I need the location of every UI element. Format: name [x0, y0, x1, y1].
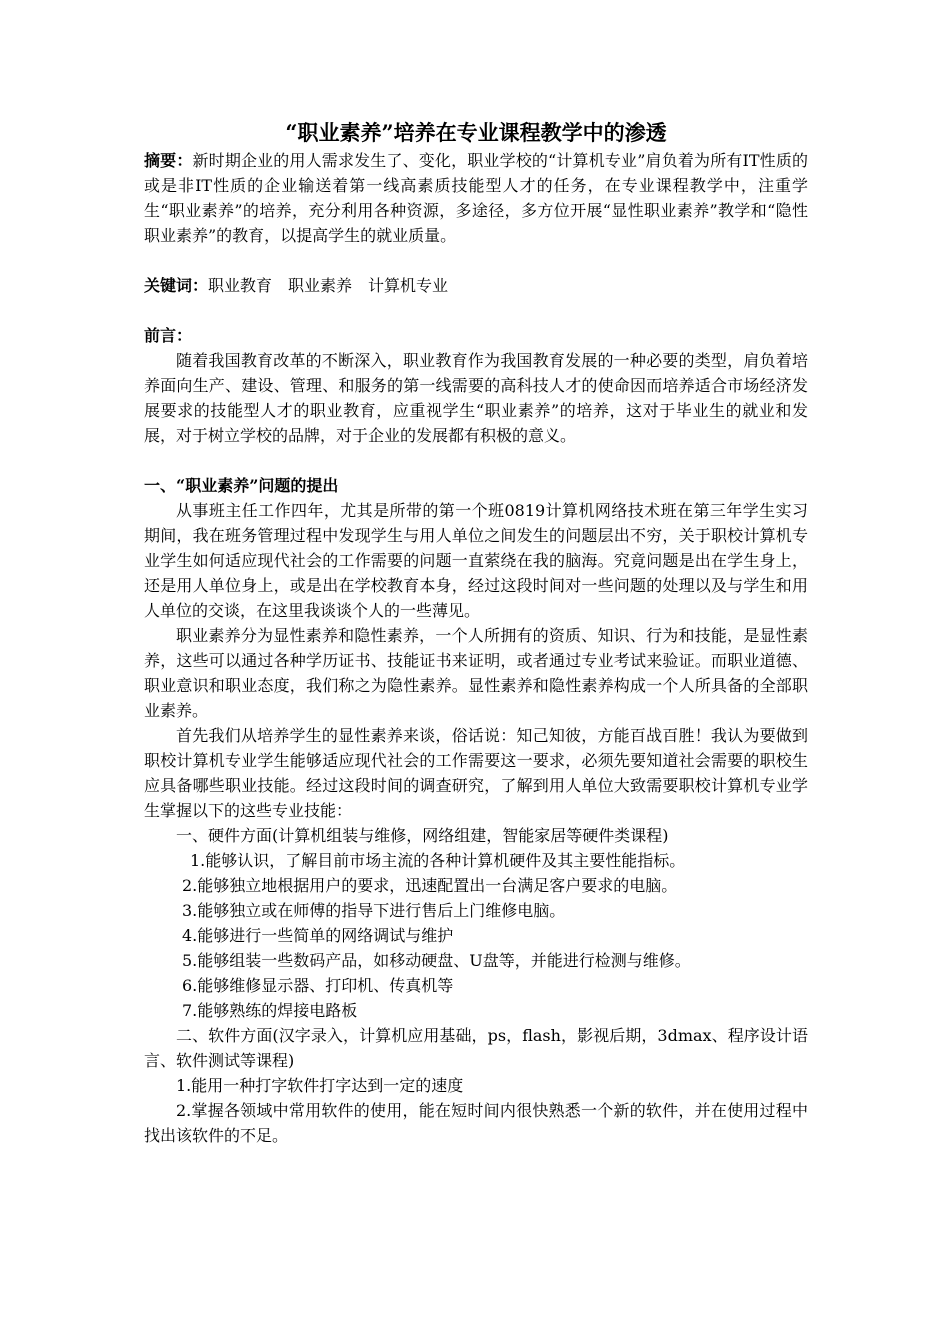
- software-heading: 二、软件方面(汉字录入，计算机应用基础，ps，flash，影视后期，3dmax、程序设计语言、软件测试等课程): [144, 1026, 808, 1070]
- document-page: [144, 118, 808, 1148]
- preface-text: 随着我国教育改革的不断深入，职业教育作为我国教育发展的一种必要的类型，肩负着培养面向生产、建设、管理、和服务的第一线需要的高科技人才的使命因而培养适合市场经济发展要求的技能型人才的职业教育，应重视学生“职业素养”的培养，这对于毕业生的就业和发展，对于树立学校的品牌，对于企业的发展都有积极的意义。: [144, 351, 808, 445]
- keywords-paragraph: [144, 273, 808, 298]
- preface-label: 前言：: [144, 326, 193, 345]
- body-paragraph: 首先我们从培养学生的显性素养来谈，俗话说：知己知彼，方能百战百胜！我认为要做到职校计算机专业学生能够适应现代社会的工作需要这一要求，必须先要知道社会需要的职校生应具备哪些职业技能。经过这段时间的调查研究，了解到用人单位大致需要职校计算机专业学生掌握以下的这些专业技能：: [144, 726, 808, 820]
- hardware-item: 4.能够进行一些简单的网络调试与维护: [182, 926, 454, 945]
- section-heading: 一、“职业素养”问题的提出: [144, 476, 339, 495]
- abstract-text: 新时期企业的用人需求发生了、变化，职业学校的“计算机专业”肩负着为所有IT性质的或是非IT性质的企业输送着第一线高素质技能型人才的任务，在专业课程教学中，注重学生“职业素养”的培养，充分利用各种资源，多途径，多方位开展“显性职业素养”教学和“隐性职业素养”的教育，以提高学生的就业质量。: [144, 151, 808, 245]
- hardware-heading: 一、硬件方面(计算机组装与维修，网络组建，智能家居等硬件类课程): [176, 826, 669, 845]
- hardware-item: 6.能够维修显示器、打印机、传真机等: [182, 976, 454, 995]
- hardware-item: 7.能够熟练的焊接电路板: [182, 1001, 358, 1020]
- hardware-item: 1.能够认识，了解目前市场主流的各种计算机硬件及其主要性能指标。: [190, 851, 686, 870]
- hardware-item: 5.能够组装一些数码产品，如移动硬盘、U盘等，并能进行检测与维修。: [182, 951, 691, 970]
- hardware-item: 3.能够独立或在师傅的指导下进行售后上门维修电脑。: [182, 901, 566, 920]
- spacer: [144, 248, 808, 273]
- spacer: [144, 298, 808, 323]
- keywords-text: 职业教育 职业素养 计算机专业: [208, 276, 449, 295]
- body-paragraph: 从事班主任工作四年，尤其是所带的第一个班0819计算机网络技术班在第三年学生实习期间，我在班务管理过程中发现学生与用人单位之间发生的问题层出不穷，关于职校计算机专业学生如何适应现代社会的工作需要的问题一直萦绕在我的脑海。究竟问题是出在学生身上，还是用人单位身上，或是出在学校教育本身，经过这段时间对一些问题的处理以及与学生和用人单位的交谈，在这里我谈谈个人的一些薄见。: [144, 501, 808, 620]
- spacer: [144, 448, 808, 473]
- body-paragraph: 职业素养分为显性素养和隐性素养，一个人所拥有的资质、知识、行为和技能，是显性素养，这些可以通过各种学历证书、技能证书来证明，或者通过专业考试来验证。而职业道德、职业意识和职业态度，我们称之为隐性素养。显性素养和隐性素养构成一个人所具备的全部职业素养。: [144, 626, 808, 720]
- keywords-label: 关键词：: [144, 276, 209, 295]
- document-title: “职业素养”培养在专业课程教学中的渗透: [285, 120, 667, 145]
- abstract-label: 摘要：: [144, 151, 193, 170]
- abstract-paragraph: [144, 148, 808, 248]
- hardware-item: 2.能够独立地根据用户的要求，迅速配置出一台满足客户要求的电脑。: [182, 876, 678, 895]
- software-item: 2.掌握各领域中常用软件的使用，能在短时间内很快熟悉一个新的软件，并在使用过程中找出该软件的不足。: [144, 1101, 808, 1145]
- software-item: 1.能用一种打字软件打字达到一定的速度: [176, 1076, 464, 1095]
